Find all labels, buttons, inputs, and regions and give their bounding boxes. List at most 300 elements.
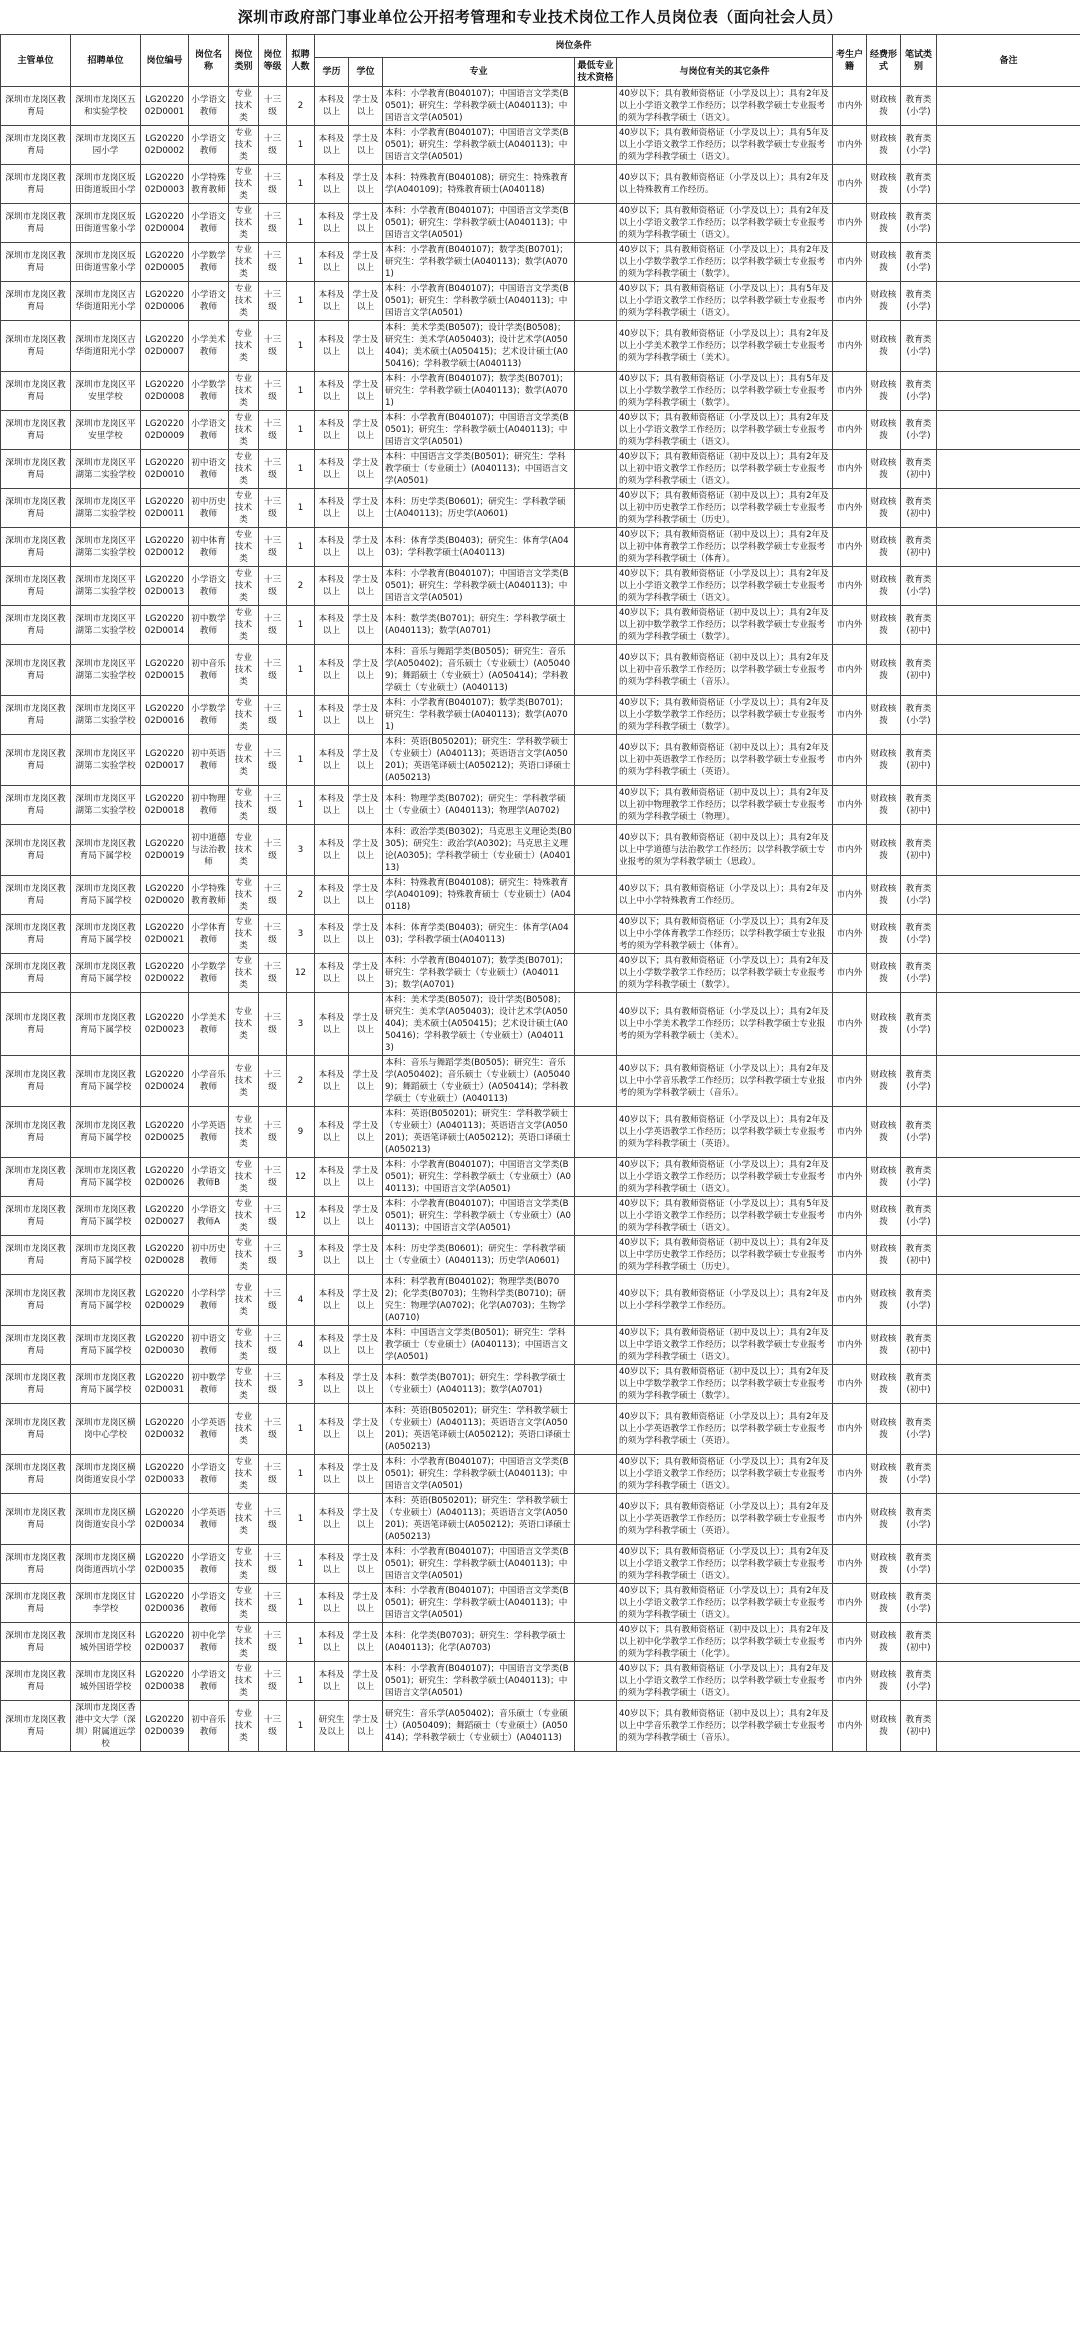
cell-funding: 财政核拨	[867, 126, 901, 165]
cell-major: 本科：小学教育(B040107)；中国语言文学类(B0501)；研究生：学科教学硕士(A040113)；中国语言文学(A0501)	[383, 411, 575, 450]
cell-exam: 教育类(小学)	[901, 1107, 937, 1158]
cell-num: 1	[287, 204, 315, 243]
cell-major: 本科：英语(B050201)；研究生：学科教学硕士（专业硕士）(A040113)；英语语言文学(A050201)；英语笔译硕士(A050212)；英语口译硕士(A050213)	[383, 1107, 575, 1158]
cell-dept: 深圳市龙岗区教育局	[1, 954, 71, 993]
cell-funding: 财政核拨	[867, 1236, 901, 1275]
cell-other: 40岁以下；具有教师资格证（小学及以上）；具有2年及以上小学数学教学工作经历；以学科教学硕士专业报考的须为学科教学硕士（数学）。	[617, 696, 833, 735]
header-degree: 学位	[349, 58, 383, 87]
table-row	[1, 165, 1080, 204]
cell-type: 专业技术类	[229, 954, 259, 993]
cell-title-req	[575, 1236, 617, 1275]
cell-huji: 市内外	[833, 126, 867, 165]
cell-exam: 教育类(小学)	[901, 1158, 937, 1197]
cell-name: 小学美术教师	[189, 321, 229, 372]
cell-dept: 深圳市龙岗区教育局	[1, 1158, 71, 1197]
cell-exam: 教育类(小学)	[901, 993, 937, 1056]
cell-grade: 十三级	[259, 876, 287, 915]
cell-funding: 财政核拨	[867, 606, 901, 645]
header-funding: 经费形式	[867, 35, 901, 87]
cell-degree: 学士及以上	[349, 915, 383, 954]
cell-grade: 十三级	[259, 606, 287, 645]
cell-huji: 市内外	[833, 528, 867, 567]
cell-other: 40岁以下；具有教师资格证（初中及以上）；具有2年及以上初中化学教学工作经历；以学科教学硕士专业报考的须为学科教学硕士（化学）。	[617, 1623, 833, 1662]
cell-funding: 财政核拨	[867, 786, 901, 825]
cell-unit: 深圳市龙岗区教育局下属学校	[71, 1197, 141, 1236]
table-row	[1, 915, 1080, 954]
header-code: 岗位编号	[141, 35, 189, 87]
cell-degree: 学士及以上	[349, 696, 383, 735]
cell-code: LG2022002D0039	[141, 1701, 189, 1752]
cell-huji: 市内外	[833, 825, 867, 876]
header-huji: 考生户籍	[833, 35, 867, 87]
cell-note	[937, 1584, 1080, 1623]
cell-huji: 市内外	[833, 372, 867, 411]
cell-unit: 深圳市龙岗区教育局下属学校	[71, 993, 141, 1056]
cell-major: 本科：美术学类(B0507)；设计学类(B0508)；研究生：美术学(A050403)；设计艺术学(A050404)；美术硕士(A050415)；艺术设计硕士(A050416)；学科教学硕士(A040113)	[383, 321, 575, 372]
cell-type: 专业技术类	[229, 567, 259, 606]
cell-major: 本科：小学教育(B040107)；中国语言文学类(B0501)；研究生：学科教学硕士(A040113)；中国语言文学(A0501)	[383, 1662, 575, 1701]
cell-huji: 市内外	[833, 1584, 867, 1623]
cell-funding: 财政核拨	[867, 1545, 901, 1584]
cell-degree: 学士及以上	[349, 165, 383, 204]
cell-degree: 学士及以上	[349, 450, 383, 489]
cell-code: LG2022002D0005	[141, 243, 189, 282]
cell-name: 小学语文教师	[189, 567, 229, 606]
cell-code: LG2022002D0035	[141, 1545, 189, 1584]
cell-note	[937, 1236, 1080, 1275]
cell-unit: 深圳市龙岗区横岗街道西坑小学	[71, 1545, 141, 1584]
cell-other: 40岁以下；具有教师资格证（初中及以上）；具有2年及以上中学道德与法治教学工作经历；以学科教学硕士专业报考的须为学科教学硕士（思政）。	[617, 825, 833, 876]
cell-exam: 教育类(小学)	[901, 915, 937, 954]
cell-degree: 学士及以上	[349, 993, 383, 1056]
cell-other: 40岁以下；具有教师资格证（小学及以上）；具有5年及以上小学语文教学工作经历；以学科教学硕士专业报考的须为学科教学硕士（语文）。	[617, 1197, 833, 1236]
cell-funding: 财政核拨	[867, 993, 901, 1056]
cell-exam: 教育类(初中)	[901, 1623, 937, 1662]
cell-code: LG2022002D0019	[141, 825, 189, 876]
cell-note	[937, 1701, 1080, 1752]
cell-type: 专业技术类	[229, 243, 259, 282]
cell-exam: 教育类(小学)	[901, 567, 937, 606]
table-row	[1, 1158, 1080, 1197]
cell-funding: 财政核拨	[867, 87, 901, 126]
cell-funding: 财政核拨	[867, 1365, 901, 1404]
cell-dept: 深圳市龙岗区教育局	[1, 1236, 71, 1275]
cell-title-req	[575, 126, 617, 165]
cell-code: LG2022002D0008	[141, 372, 189, 411]
cell-num: 1	[287, 1662, 315, 1701]
cell-type: 专业技术类	[229, 1158, 259, 1197]
cell-edu: 本科及以上	[315, 1404, 349, 1455]
cell-huji: 市内外	[833, 87, 867, 126]
cell-code: LG2022002D0012	[141, 528, 189, 567]
cell-grade: 十三级	[259, 1584, 287, 1623]
cell-note	[937, 567, 1080, 606]
cell-huji: 市内外	[833, 450, 867, 489]
table-row	[1, 1662, 1080, 1701]
cell-num: 4	[287, 1326, 315, 1365]
cell-num: 3	[287, 1365, 315, 1404]
cell-unit: 深圳市龙岗区科城外国语学校	[71, 1662, 141, 1701]
cell-note	[937, 1494, 1080, 1545]
cell-degree: 学士及以上	[349, 126, 383, 165]
cell-num: 4	[287, 1275, 315, 1326]
cell-type: 专业技术类	[229, 825, 259, 876]
cell-code: LG2022002D0036	[141, 1584, 189, 1623]
cell-unit: 深圳市龙岗区平湖第二实验学校	[71, 606, 141, 645]
cell-major: 本科：小学教育(B040107)；中国语言文学类(B0501)；研究生：学科教学硕士(A040113)；中国语言文学(A0501)	[383, 567, 575, 606]
cell-title-req	[575, 1701, 617, 1752]
table-row	[1, 1455, 1080, 1494]
cell-note	[937, 1662, 1080, 1701]
cell-major: 本科：小学教育(B040107)；中国语言文学类(B0501)；研究生：学科教学硕士(A040113)；中国语言文学(A0501)	[383, 87, 575, 126]
cell-grade: 十三级	[259, 1545, 287, 1584]
cell-edu: 本科及以上	[315, 645, 349, 696]
cell-grade: 十三级	[259, 282, 287, 321]
cell-other: 40岁以下；具有教师资格证（小学及以上）；具有2年及以上小学语文教学工作经历；以学科教学硕士专业报考的须为学科教学硕士（语文）。	[617, 1584, 833, 1623]
cell-major: 本科：小学教育(B040107)；中国语言文学类(B0501)；研究生：学科教学硕士(A040113)；中国语言文学(A0501)	[383, 1455, 575, 1494]
cell-edu: 本科及以上	[315, 411, 349, 450]
cell-unit: 深圳市龙岗区教育局下属学校	[71, 954, 141, 993]
cell-huji: 市内外	[833, 165, 867, 204]
cell-other: 40岁以下；具有教师资格证（初中及以上）；具有2年及以上中学语文教学工作经历；以学科教学硕士专业报考的须为学科教学硕士（语文）。	[617, 1326, 833, 1365]
table-row	[1, 1545, 1080, 1584]
table-row	[1, 735, 1080, 786]
cell-num: 12	[287, 1197, 315, 1236]
cell-dept: 深圳市龙岗区教育局	[1, 1584, 71, 1623]
cell-edu: 本科及以上	[315, 204, 349, 243]
cell-name: 小学语文教师	[189, 1662, 229, 1701]
cell-unit: 深圳市龙岗区坂田街道坂田小学	[71, 165, 141, 204]
cell-unit: 深圳市龙岗区甘李学校	[71, 1584, 141, 1623]
cell-note	[937, 993, 1080, 1056]
cell-other: 40岁以下；具有教师资格证（初中及以上）；具有2年及以上初中物理教学工作经历；以学科教学硕士专业报考的须为学科教学硕士（物理）。	[617, 786, 833, 825]
cell-huji: 市内外	[833, 993, 867, 1056]
cell-other: 40岁以下；具有教师资格证（初中及以上）；具有2年及以上中学数学教学工作经历；以学科教学硕士专业报考的须为学科教学硕士（数学）。	[617, 1365, 833, 1404]
cell-note	[937, 1107, 1080, 1158]
cell-grade: 十三级	[259, 567, 287, 606]
cell-num: 3	[287, 1236, 315, 1275]
cell-title-req	[575, 1455, 617, 1494]
table-row	[1, 645, 1080, 696]
header-note: 备注	[937, 35, 1080, 87]
cell-other: 40岁以下；具有教师资格证（小学及以上）；具有5年及以上小学语文教学工作经历；以学科教学硕士专业报考的须为学科教学硕士（语文）。	[617, 126, 833, 165]
cell-other: 40岁以下；具有教师资格证（小学及以上）；具有2年及以上小学美术教学工作经历；以学科教学硕士专业报考的须为学科教学硕士（美术）。	[617, 321, 833, 372]
cell-major: 本科：中国语言文学类(B0501)；研究生：学科教学硕士（专业硕士）(A040113)；中国语言文学(A0501)	[383, 1326, 575, 1365]
page-title: 深圳市政府部门事业单位公开招考管理和专业技术岗位工作人员岗位表（面向社会人员）	[237, 8, 843, 26]
cell-exam: 教育类(小学)	[901, 87, 937, 126]
cell-huji: 市内外	[833, 282, 867, 321]
cell-type: 专业技术类	[229, 321, 259, 372]
header-conditions: 岗位条件	[315, 35, 833, 58]
cell-dept: 深圳市龙岗区教育局	[1, 450, 71, 489]
cell-name: 小学体育教师	[189, 915, 229, 954]
cell-other: 40岁以下；具有教师资格证（初中及以上）；具有2年及以上初中语文教学工作经历；以学科教学硕士专业报考的须为学科教学硕士（语文）。	[617, 450, 833, 489]
cell-degree: 学士及以上	[349, 876, 383, 915]
cell-exam: 教育类(初中)	[901, 489, 937, 528]
cell-num: 1	[287, 1494, 315, 1545]
cell-grade: 十三级	[259, 915, 287, 954]
cell-title-req	[575, 825, 617, 876]
cell-huji: 市内外	[833, 489, 867, 528]
cell-exam: 教育类(初中)	[901, 1701, 937, 1752]
cell-exam: 教育类(初中)	[901, 528, 937, 567]
cell-major: 本科：音乐与舞蹈学类(B0505)；研究生：音乐学(A050402)；音乐硕士（专业硕士）(A050409)；舞蹈硕士（专业硕士）(A050414)；学科教学硕士（专业硕士）(A040113)	[383, 1056, 575, 1107]
table-row	[1, 204, 1080, 243]
cell-major: 本科：特殊教育(B040108)；研究生：特殊教育学(A040109)；特殊教育硕士（专业硕士）(A040118)	[383, 876, 575, 915]
cell-note	[937, 528, 1080, 567]
cell-name: 初中音乐教师	[189, 645, 229, 696]
cell-dept: 深圳市龙岗区教育局	[1, 1197, 71, 1236]
cell-huji: 市内外	[833, 1494, 867, 1545]
cell-grade: 十三级	[259, 528, 287, 567]
cell-title-req	[575, 411, 617, 450]
cell-major: 本科：体育学类(B0403)；研究生：体育学(A0403)；学科教学硕士(A040113)	[383, 915, 575, 954]
cell-num: 1	[287, 321, 315, 372]
cell-funding: 财政核拨	[867, 204, 901, 243]
cell-code: LG2022002D0001	[141, 87, 189, 126]
cell-num: 12	[287, 954, 315, 993]
cell-grade: 十三级	[259, 1275, 287, 1326]
cell-huji: 市内外	[833, 1197, 867, 1236]
cell-name: 小学语文教师	[189, 1455, 229, 1494]
cell-degree: 学士及以上	[349, 1158, 383, 1197]
cell-edu: 本科及以上	[315, 450, 349, 489]
cell-type: 专业技术类	[229, 993, 259, 1056]
cell-code: LG2022002D0003	[141, 165, 189, 204]
cell-title-req	[575, 1545, 617, 1584]
cell-dept: 深圳市龙岗区教育局	[1, 606, 71, 645]
cell-major: 本科：体育学类(B0403)；研究生：体育学(A0403)；学科教学硕士(A040113)	[383, 528, 575, 567]
cell-exam: 教育类(初中)	[901, 606, 937, 645]
cell-code: LG2022002D0006	[141, 282, 189, 321]
cell-other: 40岁以下；具有教师资格证（初中及以上）；具有2年及以上中学音乐教学工作经历；以学科教学硕士专业报考的须为学科教学硕士（音乐）。	[617, 1701, 833, 1752]
cell-grade: 十三级	[259, 450, 287, 489]
cell-title-req	[575, 1107, 617, 1158]
cell-dept: 深圳市龙岗区教育局	[1, 372, 71, 411]
cell-major: 本科：小学教育(B040107)；中国语言文学类(B0501)；研究生：学科教学硕士(A040113)；中国语言文学(A0501)	[383, 282, 575, 321]
cell-type: 专业技术类	[229, 1365, 259, 1404]
cell-num: 1	[287, 165, 315, 204]
cell-funding: 财政核拨	[867, 282, 901, 321]
cell-other: 40岁以下；具有教师资格证（小学及以上）；具有2年及以上小学语文教学工作经历；以学科教学硕士专业报考的须为学科教学硕士（语文）。	[617, 87, 833, 126]
table-row	[1, 876, 1080, 915]
cell-edu: 本科及以上	[315, 954, 349, 993]
cell-title-req	[575, 282, 617, 321]
cell-edu: 本科及以上	[315, 825, 349, 876]
cell-title-req	[575, 1623, 617, 1662]
cell-note	[937, 165, 1080, 204]
cell-title-req	[575, 606, 617, 645]
cell-major: 本科：音乐与舞蹈学类(B0505)；研究生：音乐学(A050402)；音乐硕士（专业硕士）(A050409)；舞蹈硕士（专业硕士）(A050414)；学科教学硕士（专业硕士）(A040113)	[383, 645, 575, 696]
cell-degree: 学士及以上	[349, 1275, 383, 1326]
table-row	[1, 489, 1080, 528]
cell-num: 1	[287, 645, 315, 696]
cell-huji: 市内外	[833, 1158, 867, 1197]
cell-note	[937, 372, 1080, 411]
cell-funding: 财政核拨	[867, 321, 901, 372]
cell-num: 1	[287, 735, 315, 786]
cell-name: 初中语文教师	[189, 450, 229, 489]
cell-degree: 学士及以上	[349, 1197, 383, 1236]
header-name: 岗位名称	[189, 35, 229, 87]
cell-degree: 学士及以上	[349, 528, 383, 567]
table-row	[1, 954, 1080, 993]
cell-huji: 市内外	[833, 954, 867, 993]
cell-note	[937, 1158, 1080, 1197]
cell-exam: 教育类(小学)	[901, 954, 937, 993]
cell-code: LG2022002D0032	[141, 1404, 189, 1455]
cell-major: 本科：英语(B050201)；研究生：学科教学硕士（专业硕士）(A040113)；英语语言文学(A050201)；英语笔译硕士(A050212)；英语口译硕士(A050213)	[383, 735, 575, 786]
cell-name: 初中道德与法治教师	[189, 825, 229, 876]
cell-edu: 本科及以上	[315, 1545, 349, 1584]
cell-code: LG2022002D0022	[141, 954, 189, 993]
cell-edu: 本科及以上	[315, 282, 349, 321]
cell-edu: 本科及以上	[315, 1623, 349, 1662]
cell-huji: 市内外	[833, 915, 867, 954]
cell-edu: 本科及以上	[315, 1455, 349, 1494]
cell-edu: 本科及以上	[315, 1326, 349, 1365]
cell-type: 专业技术类	[229, 1056, 259, 1107]
cell-type: 专业技术类	[229, 165, 259, 204]
cell-code: LG2022002D0013	[141, 567, 189, 606]
cell-type: 专业技术类	[229, 1584, 259, 1623]
cell-degree: 学士及以上	[349, 87, 383, 126]
cell-note	[937, 243, 1080, 282]
cell-dept: 深圳市龙岗区教育局	[1, 87, 71, 126]
cell-grade: 十三级	[259, 993, 287, 1056]
cell-unit: 深圳市龙岗区教育局下属学校	[71, 876, 141, 915]
cell-dept: 深圳市龙岗区教育局	[1, 321, 71, 372]
cell-type: 专业技术类	[229, 1494, 259, 1545]
cell-major: 本科：历史学类(B0601)；研究生：学科教学硕士(A040113)；历史学(A0601)	[383, 489, 575, 528]
table-row	[1, 825, 1080, 876]
cell-dept: 深圳市龙岗区教育局	[1, 165, 71, 204]
cell-title-req	[575, 1404, 617, 1455]
cell-name: 小学语文教师	[189, 126, 229, 165]
cell-degree: 学士及以上	[349, 1662, 383, 1701]
cell-grade: 十三级	[259, 321, 287, 372]
table-row	[1, 126, 1080, 165]
cell-funding: 财政核拨	[867, 1494, 901, 1545]
cell-exam: 教育类(小学)	[901, 411, 937, 450]
cell-major: 本科：小学教育(B040107)；中国语言文学类(B0501)；研究生：学科教学硕士(A040113)；中国语言文学(A0501)	[383, 126, 575, 165]
cell-code: LG2022002D0009	[141, 411, 189, 450]
table-row	[1, 1584, 1080, 1623]
cell-other: 40岁以下；具有教师资格证（小学及以上）；具有2年及以上小学数学教学工作经历；以学科教学硕士专业报考的须为学科教学硕士（数学）。	[617, 243, 833, 282]
cell-major: 本科：英语(B050201)；研究生：学科教学硕士（专业硕士）(A040113)；英语语言文学(A050201)；英语笔译硕士(A050212)；英语口译硕士(A050213)	[383, 1404, 575, 1455]
cell-num: 2	[287, 567, 315, 606]
cell-num: 2	[287, 1056, 315, 1107]
cell-degree: 学士及以上	[349, 321, 383, 372]
cell-major: 本科：美术学类(B0507)；设计学类(B0508)；研究生：美术学(A050403)；设计艺术学(A050404)；美术硕士(A050415)；艺术设计硕士(A050416)；学科教学硕士（专业硕士）(A040113)	[383, 993, 575, 1056]
cell-num: 3	[287, 915, 315, 954]
cell-num: 1	[287, 450, 315, 489]
cell-exam: 教育类(小学)	[901, 1197, 937, 1236]
cell-major: 本科：小学教育(B040107)；中国语言文学类(B0501)；研究生：学科教学硕士（专业硕士）(A040113)；中国语言文学(A0501)	[383, 1197, 575, 1236]
cell-code: LG2022002D0021	[141, 915, 189, 954]
cell-unit: 深圳市龙岗区教育局下属学校	[71, 1107, 141, 1158]
cell-grade: 十三级	[259, 126, 287, 165]
cell-funding: 财政核拨	[867, 165, 901, 204]
cell-edu: 本科及以上	[315, 489, 349, 528]
table-row	[1, 282, 1080, 321]
table-row	[1, 450, 1080, 489]
cell-num: 1	[287, 606, 315, 645]
cell-edu: 本科及以上	[315, 1662, 349, 1701]
cell-title-req	[575, 696, 617, 735]
cell-unit: 深圳市龙岗区五园小学	[71, 126, 141, 165]
cell-unit: 深圳市龙岗区平安里学校	[71, 372, 141, 411]
cell-grade: 十三级	[259, 1662, 287, 1701]
cell-degree: 学士及以上	[349, 645, 383, 696]
cell-unit: 深圳市龙岗区坂田街道雪象小学	[71, 243, 141, 282]
cell-unit: 深圳市龙岗区吉华街道阳光小学	[71, 282, 141, 321]
table-row	[1, 1404, 1080, 1455]
cell-degree: 学士及以上	[349, 1056, 383, 1107]
cell-exam: 教育类(初中)	[901, 825, 937, 876]
cell-huji: 市内外	[833, 1701, 867, 1752]
cell-degree: 学士及以上	[349, 489, 383, 528]
cell-major: 本科：中国语言文学类(B0501)；研究生：学科教学硕士（专业硕士）(A040113)；中国语言文学(A0501)	[383, 450, 575, 489]
cell-name: 小学语文教师A	[189, 1197, 229, 1236]
cell-grade: 十三级	[259, 87, 287, 126]
cell-grade: 十三级	[259, 1236, 287, 1275]
cell-funding: 财政核拨	[867, 1455, 901, 1494]
cell-funding: 财政核拨	[867, 876, 901, 915]
cell-other: 40岁以下；具有教师资格证（小学及以上）；具有2年及以上小学英语教学工作经历；以学科教学硕士专业报考的须为学科教学硕士（英语）。	[617, 1404, 833, 1455]
cell-num: 1	[287, 1584, 315, 1623]
cell-exam: 教育类(小学)	[901, 876, 937, 915]
cell-note	[937, 1275, 1080, 1326]
cell-funding: 财政核拨	[867, 825, 901, 876]
cell-exam: 教育类(小学)	[901, 165, 937, 204]
cell-note	[937, 825, 1080, 876]
cell-dept: 深圳市龙岗区教育局	[1, 1365, 71, 1404]
cell-note	[937, 1545, 1080, 1584]
cell-title-req	[575, 372, 617, 411]
cell-edu: 本科及以上	[315, 606, 349, 645]
table-row	[1, 1197, 1080, 1236]
cell-dept: 深圳市龙岗区教育局	[1, 1056, 71, 1107]
table-row	[1, 1236, 1080, 1275]
cell-exam: 教育类(小学)	[901, 1494, 937, 1545]
cell-grade: 十三级	[259, 786, 287, 825]
table-row	[1, 1365, 1080, 1404]
cell-exam: 教育类(小学)	[901, 1455, 937, 1494]
cell-dept: 深圳市龙岗区教育局	[1, 915, 71, 954]
cell-exam: 教育类(初中)	[901, 645, 937, 696]
cell-type: 专业技术类	[229, 1404, 259, 1455]
cell-other: 40岁以下；具有教师资格证（小学及以上）；具有2年及以上小学语文教学工作经历；以学科教学硕士专业报考的须为学科教学硕士（语文）。	[617, 1158, 833, 1197]
cell-other: 40岁以下；具有教师资格证（小学及以上）；具有2年及以上小学英语教学工作经历；以学科教学硕士专业报考的须为学科教学硕士（英语）。	[617, 1107, 833, 1158]
cell-grade: 十三级	[259, 243, 287, 282]
cell-huji: 市内外	[833, 1545, 867, 1584]
cell-major: 本科：特殊教育(B040108)；研究生：特殊教育学(A040109)；特殊教育硕士(A040118)	[383, 165, 575, 204]
cell-grade: 十三级	[259, 1701, 287, 1752]
cell-exam: 教育类(小学)	[901, 1662, 937, 1701]
cell-num: 12	[287, 1158, 315, 1197]
cell-type: 专业技术类	[229, 786, 259, 825]
cell-dept: 深圳市龙岗区教育局	[1, 489, 71, 528]
header-exam: 笔试类别	[901, 35, 937, 87]
cell-name: 小学英语教师	[189, 1404, 229, 1455]
table-row	[1, 567, 1080, 606]
cell-edu: 本科及以上	[315, 1275, 349, 1326]
cell-funding: 财政核拨	[867, 915, 901, 954]
header-unit: 招聘单位	[71, 35, 141, 87]
cell-name: 初中语文教师	[189, 1326, 229, 1365]
table-row	[1, 321, 1080, 372]
